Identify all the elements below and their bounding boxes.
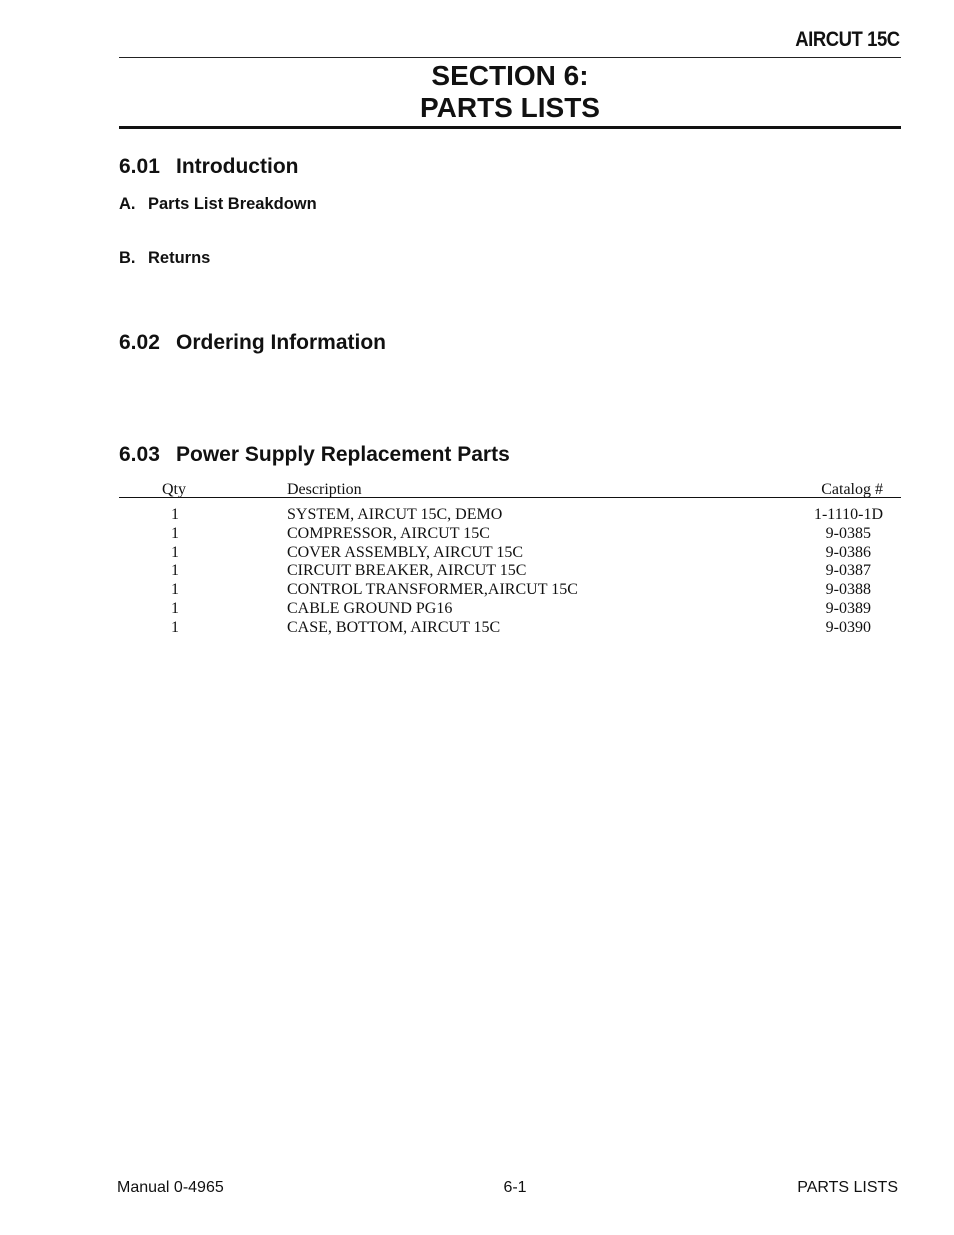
product-name: AIRCUT 15C: [795, 28, 900, 51]
table-header: [119, 481, 901, 498]
table-body: [119, 506, 901, 638]
heading-text: Power Supply Replacement Parts: [176, 443, 510, 466]
column-header-catalog: Catalog #: [821, 481, 883, 498]
table-row: [119, 619, 901, 638]
subheading-letter: A.: [119, 195, 136, 213]
heading-6-03: [119, 443, 510, 467]
cell-catalog: 9-0389: [825, 599, 871, 617]
cell-catalog: 1-1110-1D: [813, 506, 883, 523]
cell-catalog: 9-0386: [825, 543, 871, 561]
cell-qty: 1: [171, 618, 179, 636]
cell-catalog: 9-0388: [825, 581, 871, 599]
subheading-a: [119, 195, 317, 214]
section-title-line1: SECTION 6:: [431, 60, 589, 91]
heading-number: 6.03: [119, 443, 160, 466]
cell-description: COVER ASSEMBLY, AIRCUT 15C: [287, 543, 524, 561]
subheading-text: Returns: [148, 249, 211, 267]
subheading-b: [119, 249, 210, 268]
heading-6-01: [119, 155, 298, 179]
table-row: [119, 600, 901, 619]
cell-description: CIRCUIT BREAKER, AIRCUT 15C: [287, 562, 527, 580]
cell-catalog: 9-0390: [825, 618, 871, 636]
cell-qty: 1: [171, 581, 179, 599]
heading-6-02: [119, 331, 386, 355]
heading-text: Ordering Information: [176, 331, 386, 354]
parts-table: [119, 481, 901, 638]
column-header-qty: Qty: [162, 481, 186, 498]
cell-description: SYSTEM, AIRCUT 15C, DEMO: [287, 506, 503, 523]
footer-section-name: PARTS LISTS: [797, 1179, 898, 1196]
heading-number: 6.02: [119, 331, 160, 354]
table-row: [119, 525, 901, 544]
cell-catalog: 9-0387: [825, 562, 871, 580]
cell-description: CASE, BOTTOM, AIRCUT 15C: [287, 618, 501, 636]
cell-description: COMPRESSOR, AIRCUT 15C: [287, 524, 490, 542]
subheading-text: Parts List Breakdown: [148, 195, 317, 213]
cell-qty: 1: [171, 506, 179, 523]
heading-number: 6.01: [119, 155, 160, 178]
column-header-description: Description: [287, 481, 362, 498]
cell-description: CABLE GROUND PG16: [287, 599, 453, 617]
table-row: [119, 506, 901, 525]
footer-page-number: 6-1: [503, 1179, 527, 1196]
cell-qty: 1: [171, 562, 179, 580]
heading-text: Introduction: [176, 155, 299, 178]
cell-description: CONTROL TRANSFORMER,AIRCUT 15C: [287, 581, 578, 599]
cell-qty: 1: [171, 543, 179, 561]
cell-qty: 1: [171, 524, 179, 542]
table-row: [119, 581, 901, 600]
cell-qty: 1: [171, 599, 179, 617]
section-title-line2: PARTS LISTS: [420, 92, 600, 123]
section-title: [119, 60, 901, 124]
section-rule: [119, 126, 901, 129]
header-rule: [119, 57, 901, 58]
footer-manual-number: Manual 0-4965: [117, 1179, 224, 1196]
cell-catalog: 9-0385: [825, 524, 871, 542]
table-row: [119, 562, 901, 581]
table-row: [119, 544, 901, 563]
subheading-letter: B.: [119, 249, 136, 267]
